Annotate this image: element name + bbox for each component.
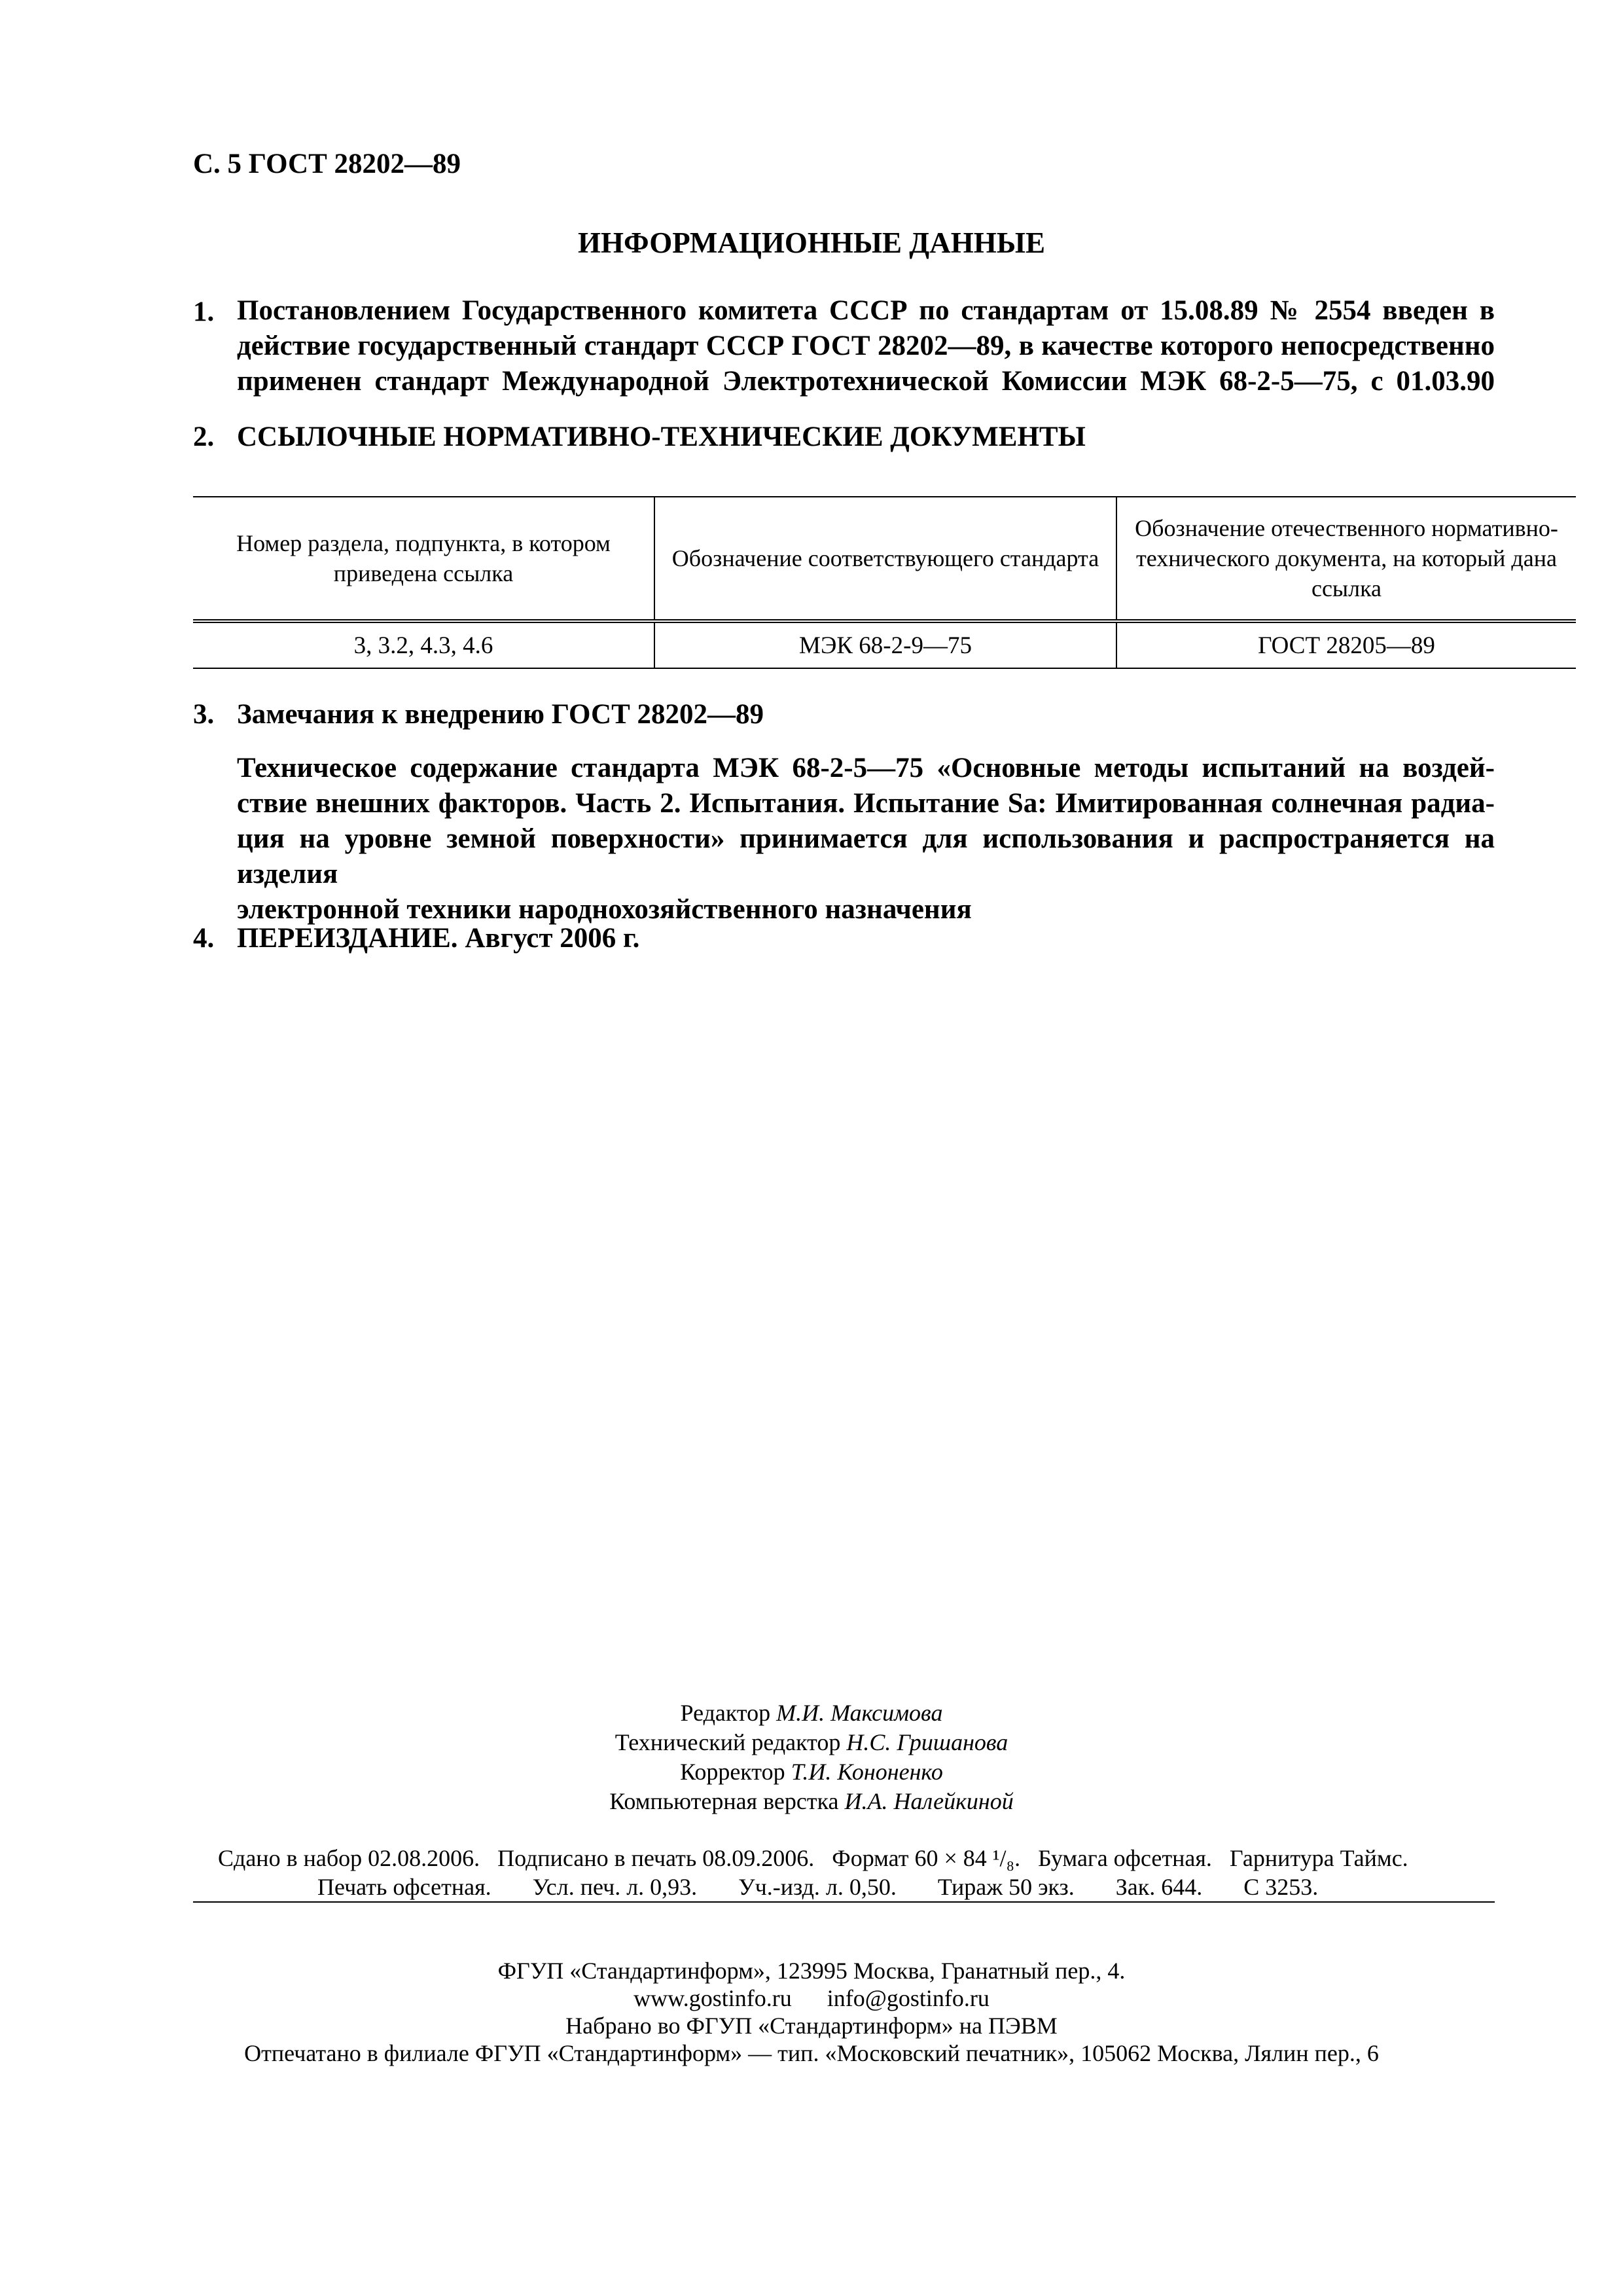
item1-line: применен стандарт Международной Электротехнической Комиссии МЭК 68-2-5—75, с 01.03.90 (237, 366, 1495, 397)
item1-line: Постановлением Государственного комитета СССР по стандартам от 15.08.89 № 2554 введен в (237, 295, 1495, 326)
publisher-line: Отпечатано в филиале ФГУП «Стандартинформ» — тип. «Московский печатник», 105062 Москва, Лялин пер., 6 (244, 2040, 1379, 2066)
item3-number: 3. (193, 699, 215, 730)
credit-name: М.И. Максимова (776, 1700, 943, 1726)
credit-line (0, 1728, 1623, 1757)
credit-line (0, 1698, 1623, 1728)
publisher-block (0, 1957, 1623, 2067)
table-header-cell: Обозначение отечественного нормативно-технического документа, на который дана ссылка (1116, 497, 1576, 621)
publisher-line: Набрано во ФГУП «Стандартинформ» на ПЭВМ (565, 2013, 1058, 2039)
item3-line: ствие внешних факторов. Часть 2. Испытания. Испытание Sa: Имитированная солнечная радиа- (237, 788, 1495, 819)
publisher-line: www.gostinfo.ru info@gostinfo.ru (633, 1985, 990, 2011)
credit-role: Технический редактор (615, 1729, 841, 1755)
table-cell: МЭК 68-2-9—75 (654, 621, 1116, 668)
table-row (193, 621, 1576, 668)
print-info-line1: Сдано в набор 02.08.2006. Подписано в печать 08.09.2006. Формат 60 × 84 ¹/₈. Бумага офсетная. Гарнитура Таймс. (218, 1845, 1408, 1871)
table-header-cell: Номер раздела, подпункта, в котором приведена ссылка (193, 497, 654, 621)
credit-name: И.А. Налейкиной (844, 1788, 1014, 1814)
table-header-row (193, 497, 1576, 621)
credit-line (0, 1757, 1623, 1787)
credit-name: Т.И. Кононенко (791, 1759, 943, 1785)
credits-block (0, 1698, 1623, 1816)
item4-label: ПЕРЕИЗДАНИЕ. (237, 923, 458, 954)
item1-text (237, 293, 1495, 399)
item3-heading: Замечания к внедрению ГОСТ 28202—89 (237, 699, 764, 730)
table-cell: ГОСТ 28205—89 (1116, 621, 1576, 668)
item4-number: 4. (193, 923, 215, 954)
item1-line: действие государственный стандарт СССР ГОСТ 28202—89, в качестве которого непосредственно (237, 331, 1495, 361)
item3-text (237, 751, 1495, 927)
item3-line: ция на уровне земной поверхности» принимается для использования и распространяется на изделия (237, 823, 1495, 889)
credit-line (0, 1787, 1623, 1816)
credit-role: Компьютерная верстка (609, 1788, 839, 1814)
item4-value: Август 2006 г. (465, 923, 640, 954)
item1-number: 1. (193, 296, 215, 327)
item2-heading: ССЫЛОЧНЫЕ НОРМАТИВНО-ТЕХНИЧЕСКИЕ ДОКУМЕНТЫ (237, 422, 1086, 452)
table-header-cell: Обозначение соответствующего стандарта (654, 497, 1116, 621)
item3-line: Техническое содержание стандарта МЭК 68-2-5—75 «Основные методы испытаний на воздей- (237, 753, 1495, 783)
item3-line: электронной техники народнохозяйственного назначения (237, 894, 972, 925)
credit-role: Корректор (680, 1759, 785, 1785)
page-header: С. 5 ГОСТ 28202—89 (193, 149, 461, 179)
print-info-line2: Печать офсетная. Усл. печ. л. 0,93. Уч.-изд. л. 0,50. Тираж 50 экз. Зак. 644. С 3253. (317, 1874, 1319, 1900)
page-title: ИНФОРМАЦИОННЫЕ ДАННЫЕ (578, 226, 1045, 259)
divider (193, 1901, 1495, 1903)
table-cell: 3, 3.2, 4.3, 4.6 (193, 621, 654, 668)
publisher-line: ФГУП «Стандартинформ», 123995 Москва, Гранатный пер., 4. (497, 1958, 1126, 1984)
credit-role: Редактор (680, 1700, 771, 1726)
credit-name: Н.С. Гришанова (846, 1729, 1008, 1755)
item2-number: 2. (193, 422, 215, 452)
references-table (193, 496, 1576, 669)
item4-text (237, 922, 639, 954)
